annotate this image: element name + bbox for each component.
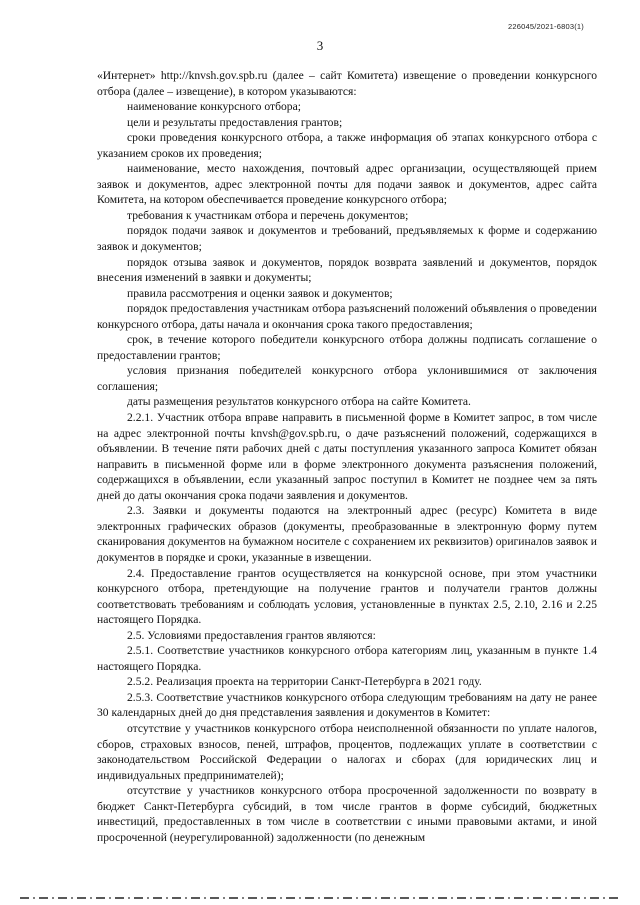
paragraph: порядок отзыва заявок и документов, порядок возврата заявлений и документов, порядок внесения изменений в заявки и документы; [97,255,597,285]
paragraph: «Интернет» http://knvsh.gov.spb.ru (далее – сайт Комитета) извещение о проведении конкурсного отбора (далее – извещение), в котором указываются: [97,69,597,98]
paragraph: правила рассмотрения и оценки заявок и документов; [127,286,393,300]
paragraph: 2.5.3. Соответствие участников конкурсного отбора следующим требованиям на дату не ранее 30 календарных дней до дня представления заявления и документов в Комитет: [97,690,597,720]
paragraph: 2.2.1. Участник отбора вправе направить в письменной форме в Комитет запрос, в том числе на адрес электронной почты knvsh@gov.spb.ru, о даче разъяснений положений, содержащихся в объявлении. В течение пяти рабочих дней с даты поступления указанного запроса Комитет обязан направить в письменной форме или в форме электронного документа разъяснения положений, содержащихся в объявлении, если указанный запрос поступил в Комитет не позднее чем за пять дней до даты окончания срока подачи заявления и документов. [97,411,597,502]
scan-edge-artifact [20,897,620,899]
paragraph: цели и результаты предоставления грантов; [127,115,343,129]
paragraph: отсутствие у участников конкурсного отбора просроченной задолженности по возврату в бюджет Санкт-Петербурга субсидий, в том числе грантов в форме субсидий, бюджетных инвестиций, предоставленных в том числе в соответствии с иными правовыми актами, и иной просроченной (неурегулированной) задолженности (по денежным [97,784,597,844]
paragraph: 2.5. Условиями предоставления грантов являются: [127,628,376,642]
paragraph: сроки проведения конкурсного отбора, а также информация об этапах конкурсного отбора с указанием сроков их проведения; [97,131,597,160]
paragraph: срок, в течение которого победители конкурсного отбора должны подписать соглашение о предоставлении грантов; [97,333,597,362]
paragraph: наименование конкурсного отбора; [127,100,301,114]
document-body [97,68,597,845]
paragraph: 2.5.1. Соответствие участников конкурсного отбора категориям лиц, указанным в пункте 1.4 настоящего Порядка. [97,644,597,673]
paragraph: 2.3. Заявки и документы подаются на электронный адрес (ресурс) Комитета в виде электронных графических образов (документы, преобразованные в электронную форму путем сканирования документов на бумажном носителе с сохранением их реквизитов) оригиналов заявок и документов в порядке и сроки, указанные в извещении. [97,504,597,564]
paragraph: требования к участникам отбора и перечень документов; [127,208,409,222]
document-registration-code: 226045/2021-6803(1) [508,22,584,31]
paragraph: даты размещения результатов конкурсного отбора на сайте Комитета. [127,395,471,409]
page-number: 3 [316,38,324,53]
paragraph: 2.4. Предоставление грантов осуществляется на конкурсной основе, при этом участники конкурсного отбора, претендующие на получение грантов и получатели грантов должны соответствовать требованиям и соблюдать условия, установленные в пунктах 2.5, 2.10, 2.16 и 2.25 настоящего Порядка. [97,566,597,627]
paragraph: условия признания победителей конкурсного отбора уклонившимися от заключения соглашения; [97,364,597,393]
paragraph: отсутствие у участников конкурсного отбора неисполненной обязанности по уплате налогов, сборов, страховых взносов, пеней, штрафов, процентов, подлежащих уплате в соответствии с законодательством Российской Федерации о налогах и сборах (для юридических лиц и индивидуальных предпринимателей); [97,721,597,782]
paragraph: порядок предоставления участникам отбора разъяснений положений объявления о проведении конкурсного отбора, даты начала и окончания срока такого предоставления; [97,302,597,331]
paragraph: наименование, место нахождения, почтовый адрес организации, осуществляющей прием заявок и документов, адрес электронной почты для подачи заявок и документов, адрес сайта Комитета, на котором обеспечивается проведение конкурсного отбора; [97,162,597,207]
paragraph: 2.5.2. Реализация проекта на территории Санкт-Петербурга в 2021 году. [127,675,482,689]
paragraph: порядок подачи заявок и документов и требований, предъявляемых к форме и содержанию заявок и документов; [97,224,597,254]
